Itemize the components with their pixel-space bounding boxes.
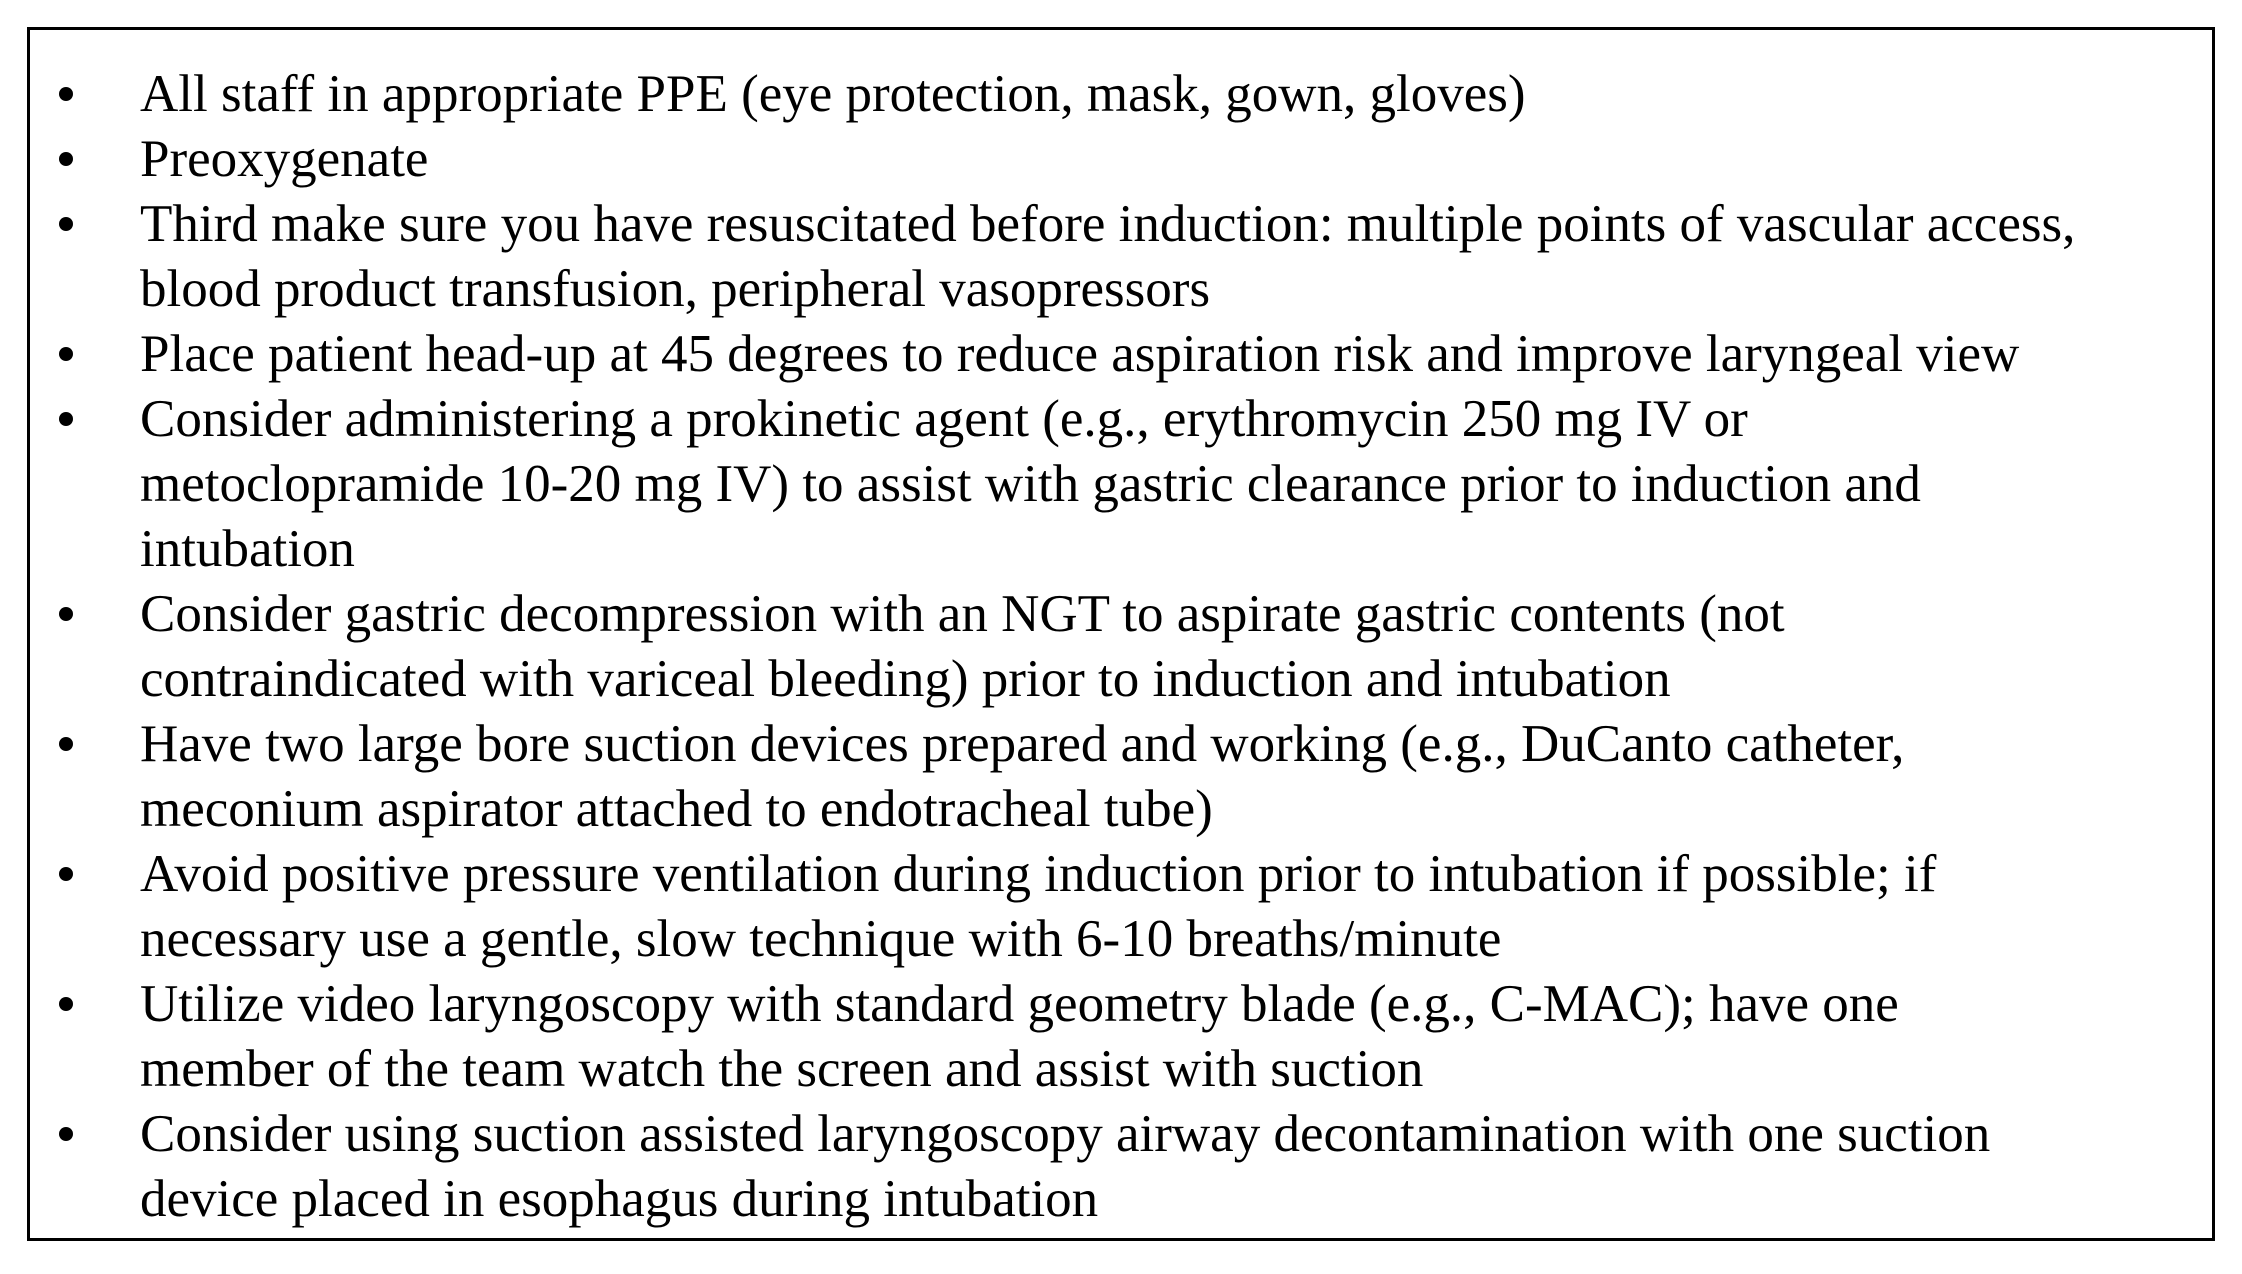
bullet-icon [59,347,73,361]
list-item [30,192,2212,322]
list-item [30,62,2212,127]
bullet-icon [59,607,73,621]
bullet-icon [59,152,73,166]
list-item-text: Consider using suction assisted laryngoscopy airway decontamination with one suction device placed in esophagus during intubation [140,1105,1991,1228]
checklist [30,62,2212,1232]
list-item-text: Third make sure you have resuscitated before induction: multiple points of vascular access, blood product transfusion, peripheral vasopressors [140,195,2076,318]
list-item [30,842,2212,972]
bullet-icon [59,737,73,751]
list-item-text: Consider administering a prokinetic agent (e.g., erythromycin 250 mg IV or metoclopramide 10-20 mg IV) to assist with gastric clearance prior to induction and intubation [140,390,1921,578]
bullet-icon [59,1127,73,1141]
list-item-text: Preoxygenate [140,130,429,188]
bullet-icon [59,867,73,881]
bullet-icon [59,217,73,231]
list-item [30,322,2212,387]
bullet-icon [59,997,73,1011]
list-item [30,972,2212,1102]
list-item [30,387,2212,582]
list-item-text: Avoid positive pressure ventilation during induction prior to intubation if possible; if necessary use a gentle, slow technique with 6-10 breaths/minute [140,845,1937,968]
list-item [30,1102,2212,1232]
bullet-icon [59,412,73,426]
checklist-box [27,27,2215,1241]
list-item [30,127,2212,192]
list-item-text: Place patient head-up at 45 degrees to reduce aspiration risk and improve laryngeal view [140,325,2020,383]
list-item-text: Utilize video laryngoscopy with standard geometry blade (e.g., C-MAC); have one member of the team watch the screen and assist with suction [140,975,1899,1098]
list-item-text: Have two large bore suction devices prepared and working (e.g., DuCanto catheter, meconium aspirator attached to endotracheal tube) [140,715,1905,838]
list-item-text: Consider gastric decompression with an NGT to aspirate gastric contents (not contraindicated with variceal bleeding) prior to induction and intubation [140,585,1785,708]
list-item [30,712,2212,842]
list-item-text: All staff in appropriate PPE (eye protection, mask, gown, gloves) [140,65,1526,123]
list-item [30,582,2212,712]
bullet-icon [59,87,73,101]
